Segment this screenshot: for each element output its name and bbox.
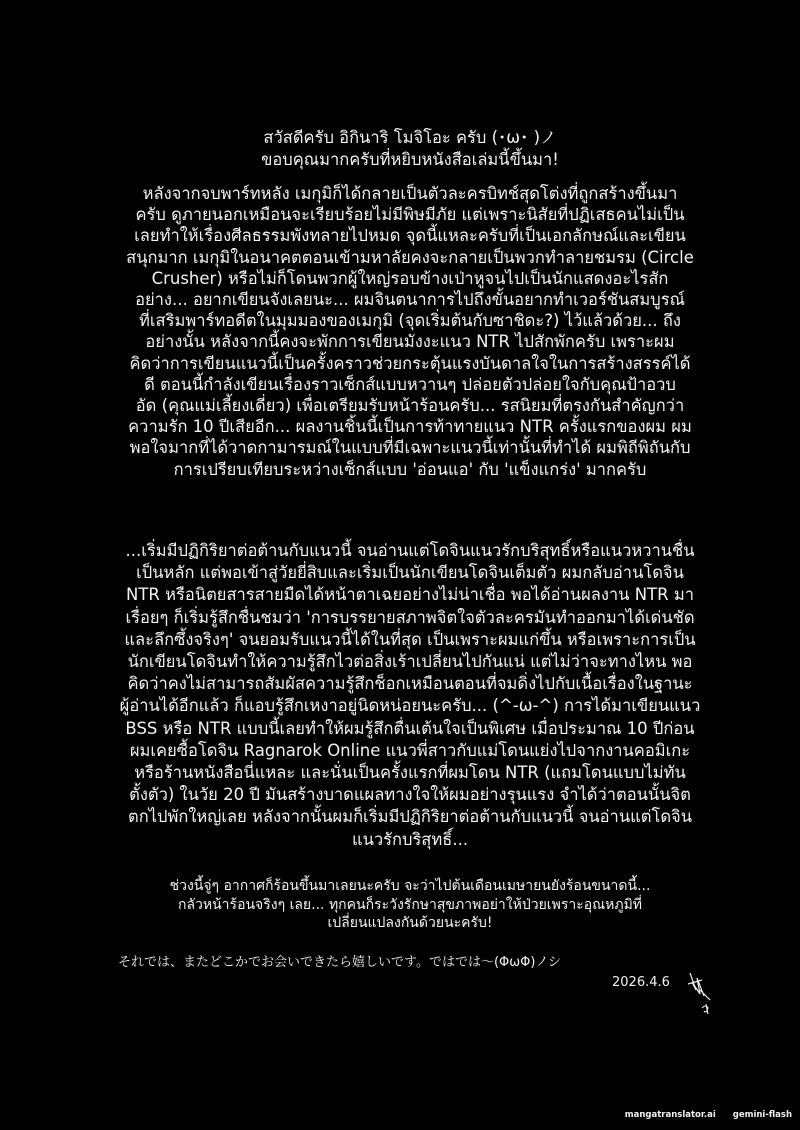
text-line: ที่เสริมพาร์ทอดีตในมุมมองของเมกุมิ (จุดเริ่มต้นกับซาชิดะ?) ไว้แล้วด้วย... ถึง bbox=[139, 311, 681, 331]
text-line: ...เริ่มมีปฏิกิริยาต่อต้านกับแนวนี้ จนอ่านแต่โดจินแนวรักบริสุทธิ์หรือแนวหวานชื่น bbox=[125, 541, 695, 560]
text-line: เรื่อยๆ ก็เริ่มรู้สึกชื่นชมว่า 'การบรรยายสภาพจิตใจตัวละครมันทำออกมาได้เด่นชัด bbox=[125, 607, 695, 627]
text-line: อย่างนั้น หลังจากนี้คงจะพักการเขียนมังงะแนว NTR ไปสักพักครับ เพราะผม bbox=[145, 332, 675, 352]
footer-credits bbox=[617, 1110, 792, 1120]
paragraph-afterword-1 bbox=[100, 183, 720, 480]
paragraph-weather-note bbox=[100, 877, 720, 933]
footer-model: gemini-flash bbox=[732, 1110, 792, 1120]
text-line: ตกไปพักใหญ่เลย หลังจากนั้นผมก็เริ่มมีปฏิกิริยาต่อต้านกับแนวนี้ จนอ่านแต่โดจิน bbox=[128, 807, 692, 827]
signature-icon bbox=[680, 970, 720, 1020]
text-line: หรือร้านหนังสือนี่แหละ และนั่นเป็นครั้งแรกที่ผมโดน NTR (แถมโดนแบบไม่ทัน bbox=[134, 763, 686, 783]
text-line: คิดว่าการเขียนแนวนี้เป็นครั้งคราวช่วยกระตุ้นแรงบันดาลใจในการสร้างสรรค์ได้ bbox=[129, 353, 691, 373]
date: 2026.4.6 bbox=[612, 975, 670, 990]
greeting bbox=[100, 127, 720, 171]
text-line: อย่าง... อยากเขียนจังเลยนะ... ผมจินตนาการไปถึงขั้นอยากทำเวอร์ชันสมบูรณ์ bbox=[135, 290, 685, 310]
text-line: นักเขียนโดจินทำให้ความรู้สึกไวต่อสิ่งเร้าเปลี่ยนไปกันแน่ แต่ไม่ว่าจะทางไหน พอ bbox=[127, 652, 693, 672]
text-line: เป็นหลัก แต่พอเข้าสู่วัยยี่สิบและเริ่มเป็นนักเขียนโดจินเต็มตัว ผมกลับอ่านโดจิน bbox=[136, 563, 684, 583]
text-line: ผู้อ่านได้อีกแล้ว ก็แอบรู้สึกเหงาอยู่นิดหน่อยนะครับ... (^-ω-^) การได้มาเขียนแนว bbox=[119, 696, 701, 716]
text-line: กลัวหน้าร้อนจริงๆ เลย... ทุกคนก็ระวังรักษาสุขภาพอย่าให้ป่วยเพราะอุณหภูมิที่ bbox=[177, 896, 643, 913]
text-line: ผมเคยซื้อโดจิน Ragnarok Online แนวพี่สาวกับแม่โดนแย่งไปจากงานคอมิเกะ bbox=[129, 740, 691, 760]
text-line: ความรัก 10 ปีเสียอีก... ผลงานชิ้นนี้เป็นการท้าทายแนว NTR ครั้งแรกของผม ผม bbox=[128, 417, 692, 437]
text-line: แนวรักบริสุทธิ์... bbox=[351, 829, 469, 849]
text-line: ตั้งตัว) ในวัย 20 ปี มันสร้างบาดแผลทางใจให้ผมอย่างรุนแรง จำได้ว่าตอนนั้นจิต bbox=[129, 785, 691, 805]
text-line: และลึกซึ้งจริงๆ' จนยอมรับแนวนี้ได้ในที่สุด เป็นเพราะผมแก่ขึ้น หรือเพราะการเป็น bbox=[124, 629, 696, 649]
text-line: BSS หรือ NTR แบบนี้เลยทำให้ผมรู้สึกตื่นเต้นใจเป็นพิเศษ เมื่อประมาณ 10 ปีก่อน bbox=[125, 718, 695, 738]
text-line: เปลี่ยนแปลงกันด้วยนะครับ! bbox=[327, 915, 493, 931]
text-line: Crusher) หรือไม่ก็โดนพวกผู้ใหญ่รอบข้างเป่าหูจนไปเป็นนักแสดงอะไรสัก bbox=[151, 268, 669, 288]
text-line: สวัสดีครับ อิกินาริ โมจิโอะ ครับ (･ω･ )ノ bbox=[263, 128, 557, 147]
text-line: พอใจมากที่ได้วาดกามารมณ์ในแบบที่มีเฉพาะแนวนี้เท่านั้นที่ทำได้ ผมพิถีพิถันกับ bbox=[129, 438, 691, 458]
text-line: หลังจากจบพาร์ทหลัง เมกุมิก็ได้กลายเป็นตัวละครบิทช์สุดโต่งที่ถูกสร้างขึ้นมา bbox=[142, 184, 678, 203]
closing-japanese: それでは、またどこかでお会いできたら嬉しいです。ではでは～(ΦωΦ)ノシ bbox=[118, 955, 561, 970]
text-line: เลยทำให้เรื่องศีลธรรมพังทลายไปหมด จุดนี้แหละครับที่เป็นเอกลักษณ์และเขียน bbox=[134, 226, 686, 246]
text-line: ดี ตอนนี้กำลังเขียนเรื่องราวเซ็กส์แบบหวานๆ ปล่อยตัวปล่อยใจกับคุณป้าอวบ bbox=[144, 374, 676, 394]
text-line: ครับ ดูภายนอกเหมือนจะเรียบร้อยไม่มีพิษมีภัย แต่เพราะนิสัยที่ปฏิเสธคนไม่เป็น bbox=[135, 205, 685, 225]
paragraph-afterword-2 bbox=[100, 540, 720, 851]
footer-site: mangatranslator.ai bbox=[624, 1110, 716, 1120]
text-line: การเปรียบเทียบระหว่างเซ็กส์แบบ 'อ่อนแอ' กับ 'แข็งแกร่ง' มากครับ bbox=[173, 459, 647, 479]
text-line: ขอบคุณมากครับที่หยิบหนังสือเล่มนี้ขึ้นมา! bbox=[261, 150, 559, 169]
text-line: อัด (คุณแม่เลี้ยงเดี่ยว) เพื่อเตรียมรับหน้าร้อนครับ... รสนิยมที่ตรงกันสำคัญกว่า bbox=[135, 396, 685, 416]
text-line: ช่วงนี้จู่ๆ อากาศก็ร้อนขึ้นมาเลยนะครับ จะว่าไปต้นเดือนเมษายนยังร้อนขนาดนี้... bbox=[169, 878, 651, 894]
text-line: คิดว่าคงไม่สามารถสัมผัสความรู้สึกช็อกเหมือนตอนที่จมดิ่งไปกับเนื้อเรื่องในฐานะ bbox=[127, 674, 693, 694]
text-line: สนุกมาก เมกุมิในอนาคตตอนเข้ามหาลัยคงจะกลายเป็นพวกทำลายชมรม (Circle bbox=[126, 247, 694, 267]
text-line: NTR หรือนิตยสารสายมืดได้หน้าตาเฉยอย่างไม่น่าเชื่อ พอได้อ่านผลงาน NTR มา bbox=[126, 585, 694, 605]
